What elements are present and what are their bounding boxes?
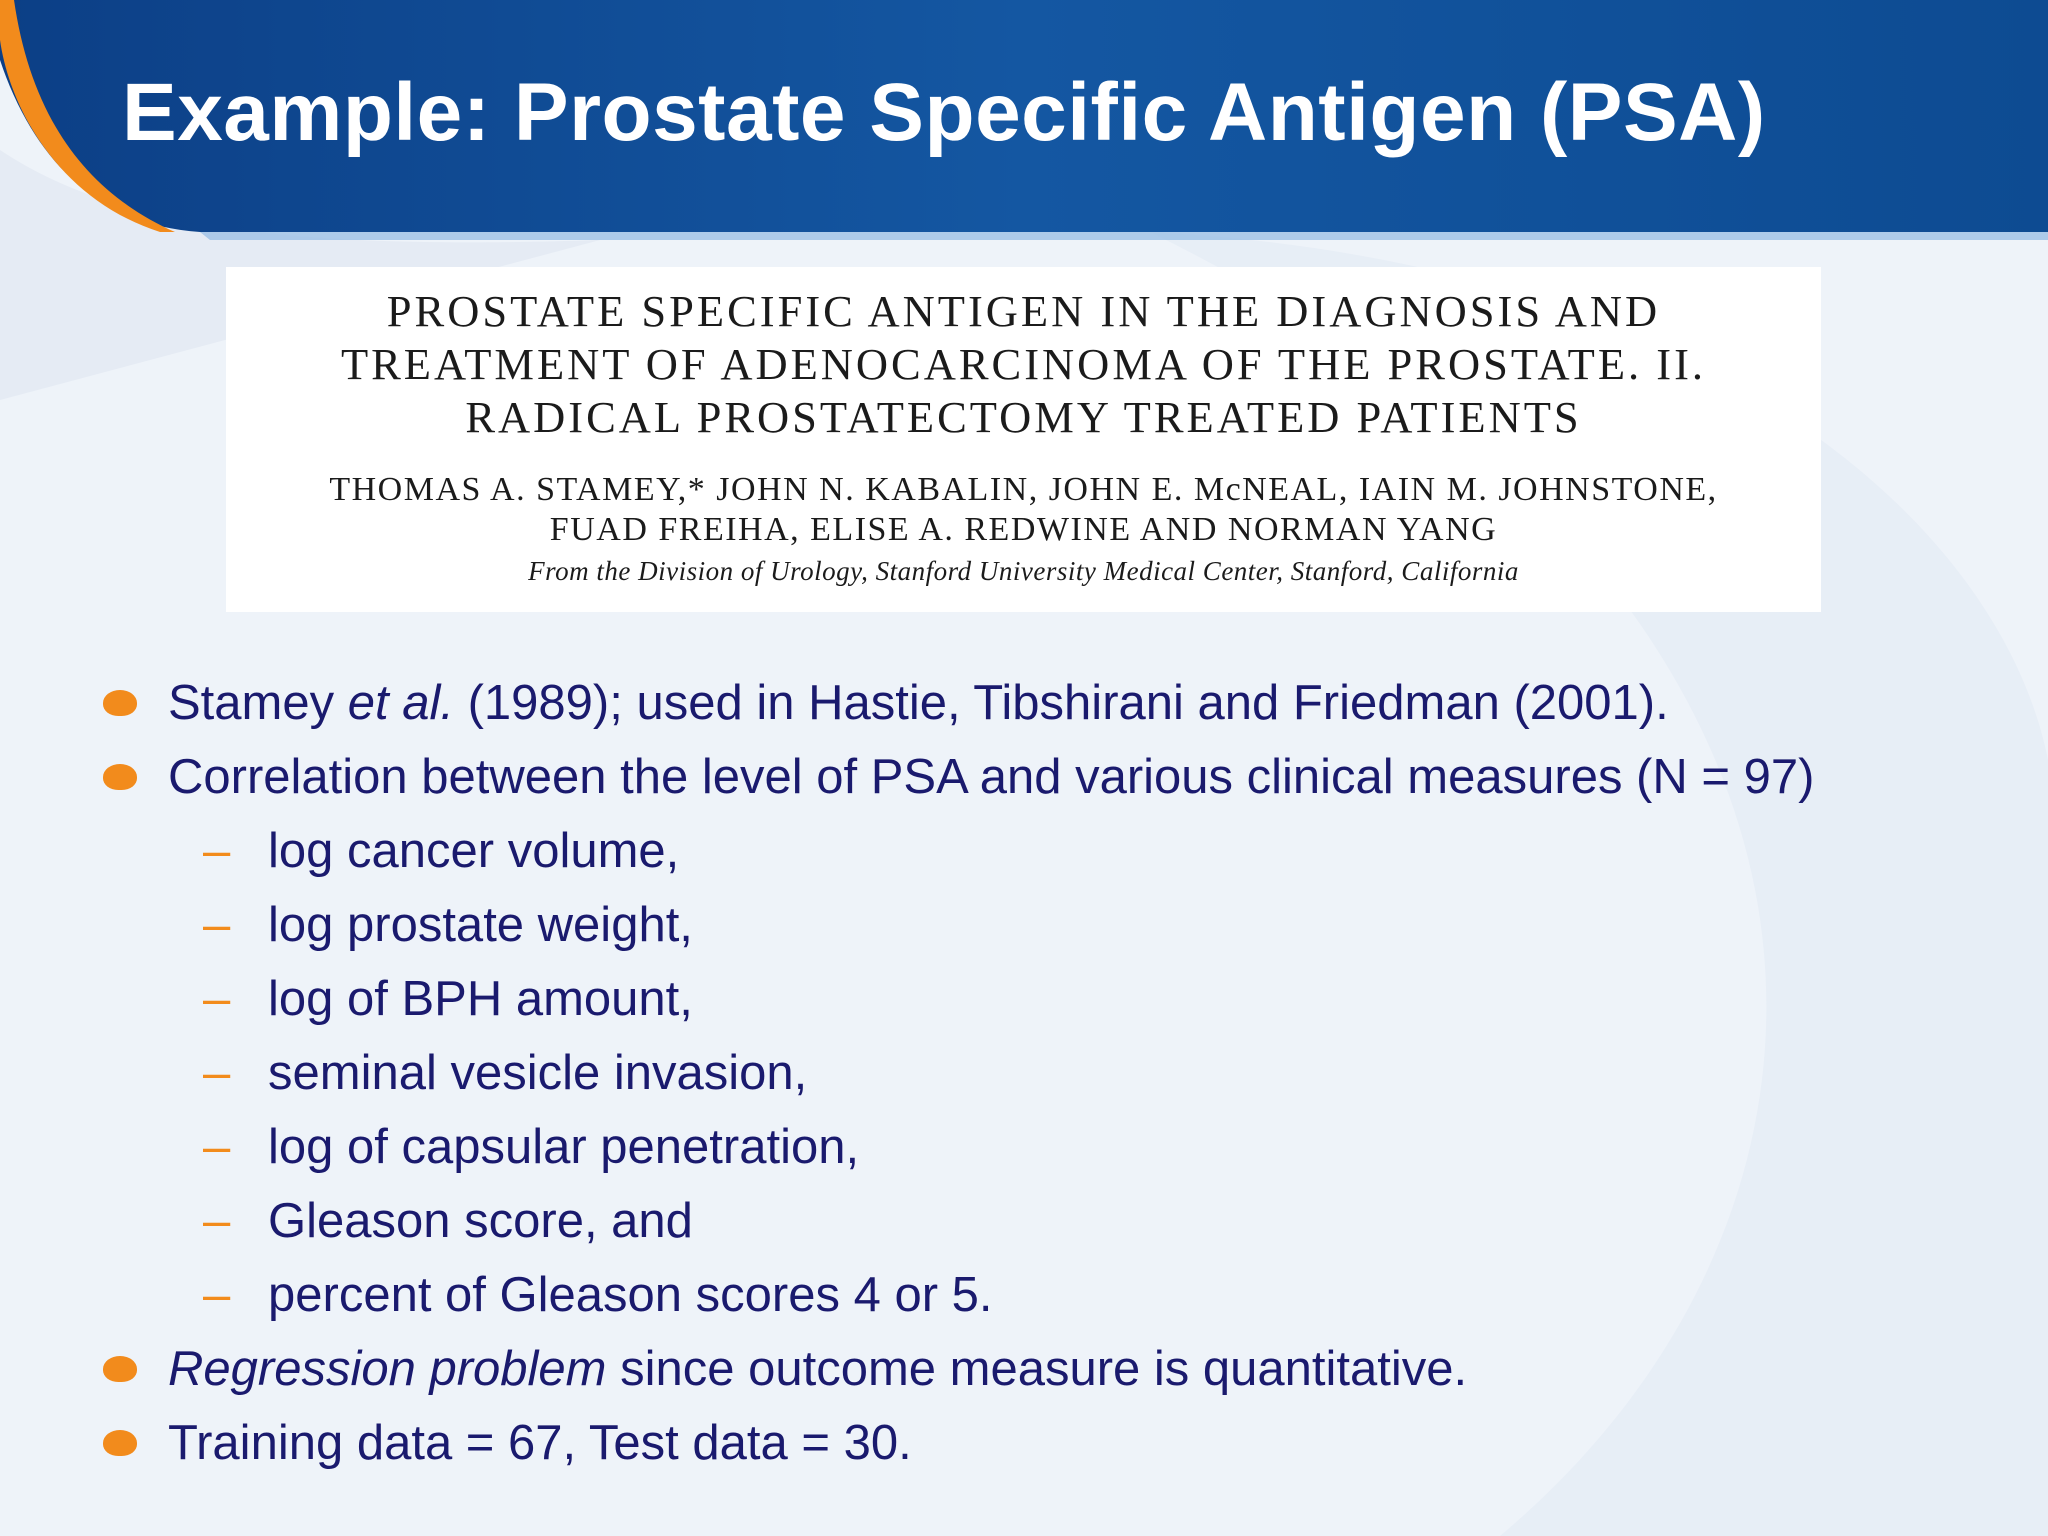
sub-item: percent of Gleason scores 4 or 5. — [268, 1268, 993, 1322]
paper-title-line: RADICAL PROSTATECTOMY TREATED PATIENTS — [465, 392, 1582, 442]
bullet-training: Training data = 67, Test data = 30. — [168, 1416, 912, 1470]
bullet-citation — [168, 675, 1669, 731]
dash-icon: – — [203, 972, 231, 1026]
paper-title-line: TREATMENT OF ADENOCARCINOMA OF THE PROSTATE. II. — [340, 339, 1707, 389]
bullet-icon — [103, 764, 137, 790]
dash-icon: – — [203, 1268, 231, 1322]
bullet-text: (1989); used in Hastie, Tibshirani and Friedman (2001). — [453, 676, 1669, 730]
sub-item: log cancer volume, — [268, 824, 680, 878]
sub-item: Gleason score, and — [268, 1194, 693, 1248]
sub-item: log prostate weight, — [268, 898, 693, 952]
dash-icon: – — [203, 824, 231, 878]
slide-title: Example: Prostate Specific Antigen (PSA) — [122, 67, 1766, 158]
sub-item: log of BPH amount, — [268, 972, 693, 1026]
dash-icon: – — [203, 1120, 231, 1174]
paper-title — [226, 285, 1821, 444]
bullet-icon — [103, 1430, 137, 1456]
bullet-text: Stamey — [168, 676, 348, 730]
dash-icon: – — [203, 1194, 231, 1248]
paper-authors-line: THOMAS A. STAMEY,* JOHN N. KABALIN, JOHN E. McNEAL, IAIN M. JOHNSTONE, — [329, 471, 1718, 508]
dash-icon: – — [203, 898, 231, 952]
paper-affiliation: From the Division of Urology, Stanford University Medical Center, Stanford, California — [528, 556, 1519, 586]
bullet-emphasis: et al. — [347, 676, 454, 730]
bullet-icon — [103, 690, 137, 716]
bullet-icon — [103, 1356, 137, 1382]
bullet-regression — [168, 1341, 1467, 1397]
bullet-text: since outcome measure is quantitative. — [606, 1342, 1468, 1396]
paper-authors-line: FUAD FREIHA, ELISE A. REDWINE AND NORMAN YANG — [549, 511, 1498, 548]
paper-title-line: PROSTATE SPECIFIC ANTIGEN IN THE DIAGNOSIS AND — [386, 286, 1661, 336]
sub-item: log of capsular penetration, — [268, 1120, 860, 1174]
dash-icon: – — [203, 1046, 231, 1100]
sub-item: seminal vesicle invasion, — [268, 1046, 808, 1100]
bullet-correlation: Correlation between the level of PSA and various clinical measures (N = 97) — [168, 750, 1815, 804]
paper-header-image — [226, 267, 1821, 612]
bullet-emphasis: Regression problem — [168, 1342, 607, 1396]
paper-authors — [226, 470, 1821, 550]
